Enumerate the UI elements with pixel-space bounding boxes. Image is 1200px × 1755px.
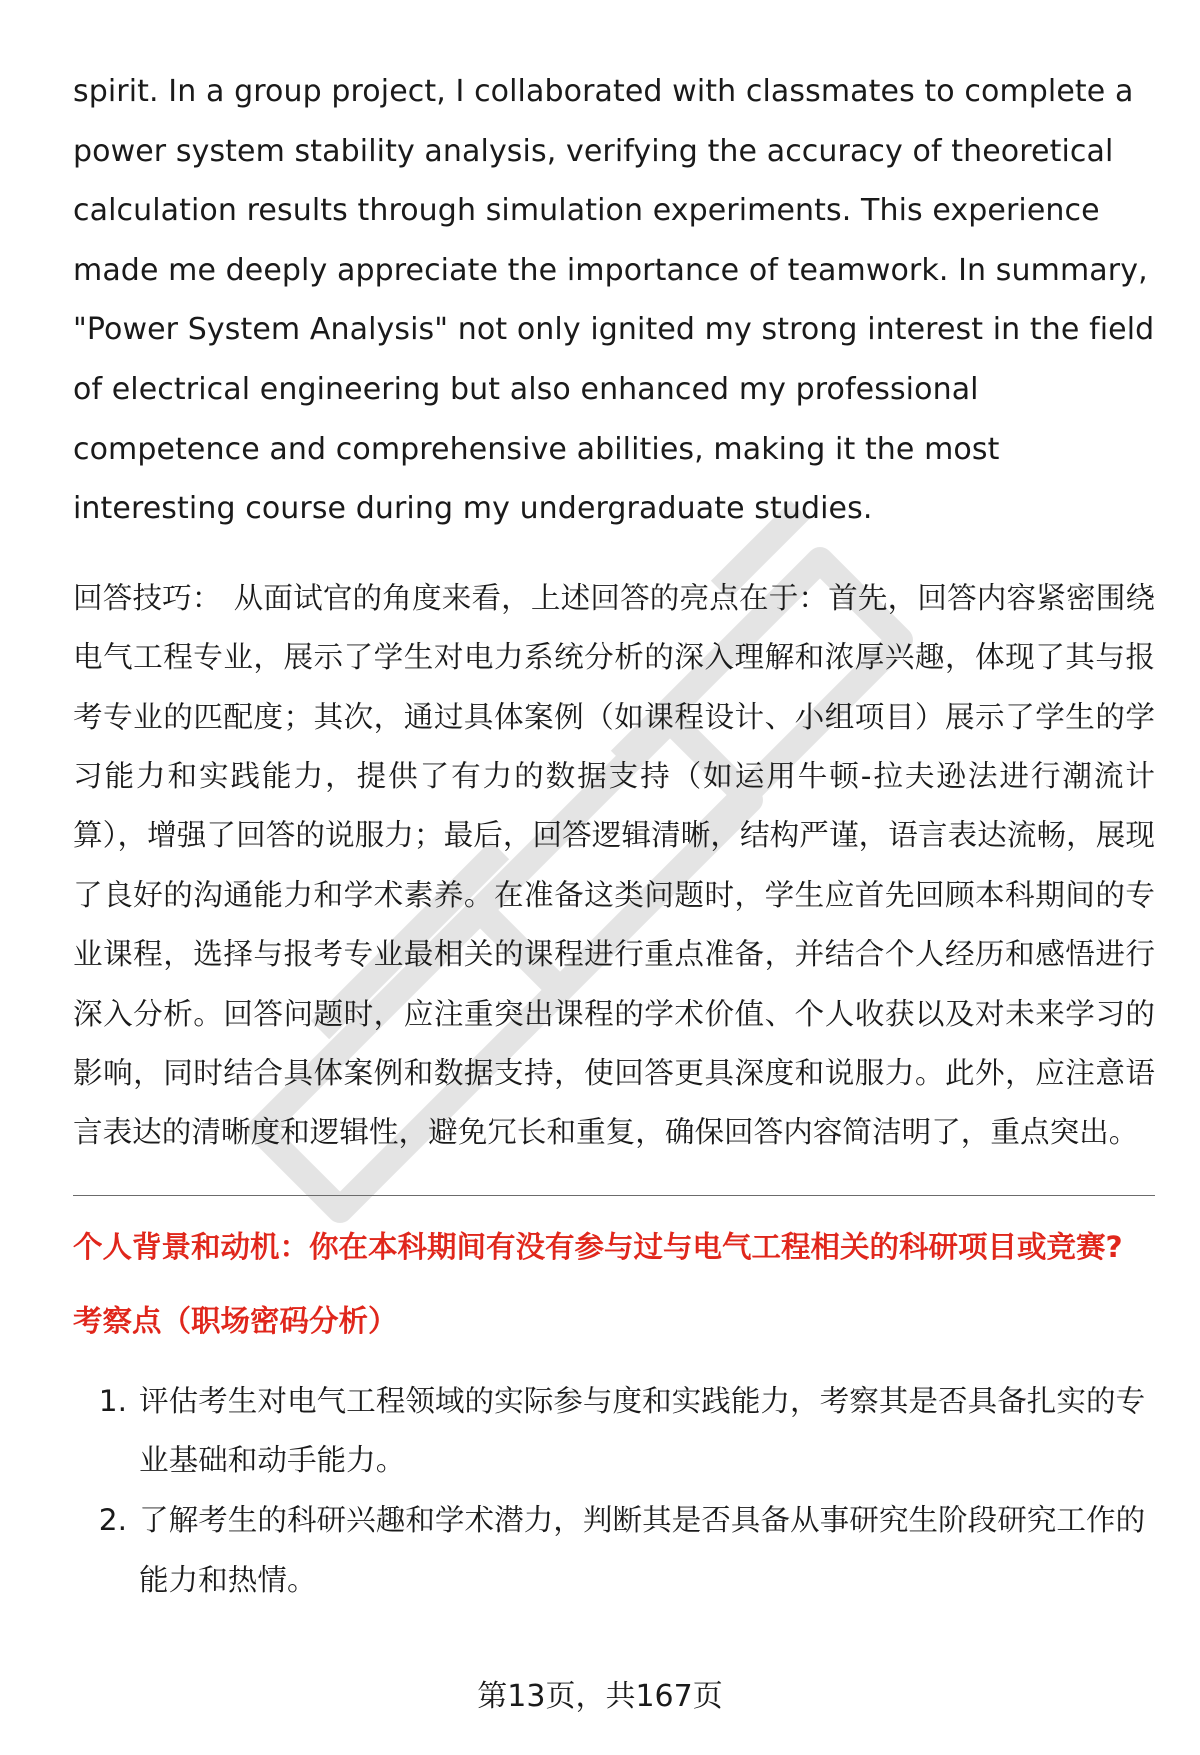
section-divider [73,1195,1155,1196]
assessment-points-heading: 考察点（职场密码分析） [73,1303,398,1338]
answer-tips-paragraph [73,569,1155,1163]
list-text: 了解考生的科研兴趣和学术潜力，判断其是否具备从事研究生阶段研究工作的能力和热情。 [139,1503,1146,1597]
list-text: 评估考生对电气工程领域的实际参与度和实践能力，考察其是否具备扎实的专业基础和动手能力。 [139,1383,1146,1478]
tips-label: 回答技巧： [73,580,222,615]
list-item [73,1491,1155,1610]
tips-text: 从面试官的角度来看，上述回答的亮点在于：首先，回答内容紧密围绕电气工程专业，展示了学生对电力系统分析的深入理解和浓厚兴趣，体现了其与报考专业的匹配度；其次，通过具体案例（如课程设计、小组项目）展示了学生的学习能力和实践能力，提供了有力的数据支持（如运用牛顿-拉夫逊法进行潮流计算），增强了回答的说服力；最后，回答逻辑清晰，结构严谨，语言表达流畅，展现了良好的沟通能力和学术素养。在准备这类问题时，学生应首先回顾本科期间的专业课程，选择与报考专业最相关的课程进行重点准备，并结合个人经历和感悟进行深入分析。回答问题时，应注重突出课程的学术价值、个人收获以及对未来学习的影响，同时结合具体案例和数据支持，使回答更具深度和说服力。此外，应注意语言表达的清晰度和逻辑性，避免冗长和重复，确保回答内容简洁明了，重点突出。 [73,580,1156,1150]
document-page [73,62,1155,1610]
list-item [73,1372,1155,1491]
assessment-points-list [73,1372,1155,1610]
list-number: 2. [98,1503,127,1537]
question-heading: 个人背景和动机：你在本科期间有没有参与过与电气工程相关的科研项目或竞赛? [73,1229,1123,1264]
page-number: 第13页，共167页 [477,1679,723,1714]
english-paragraph: spirit. In a group project, I collaborated with classmates to complete a power system stability analysis, verifying the accuracy of theoretical calculation results through simulation experiments. This experience made me deeply appreciate the importance of teamwork. In summary, "Power System Analysis" not only ignited my strong interest in the field of electrical engineering but also enhanced my professional competence and comprehensive abilities, making it the most interesting course during my undergraduate studies. [73,74,1155,527]
list-number: 1. [98,1383,127,1418]
